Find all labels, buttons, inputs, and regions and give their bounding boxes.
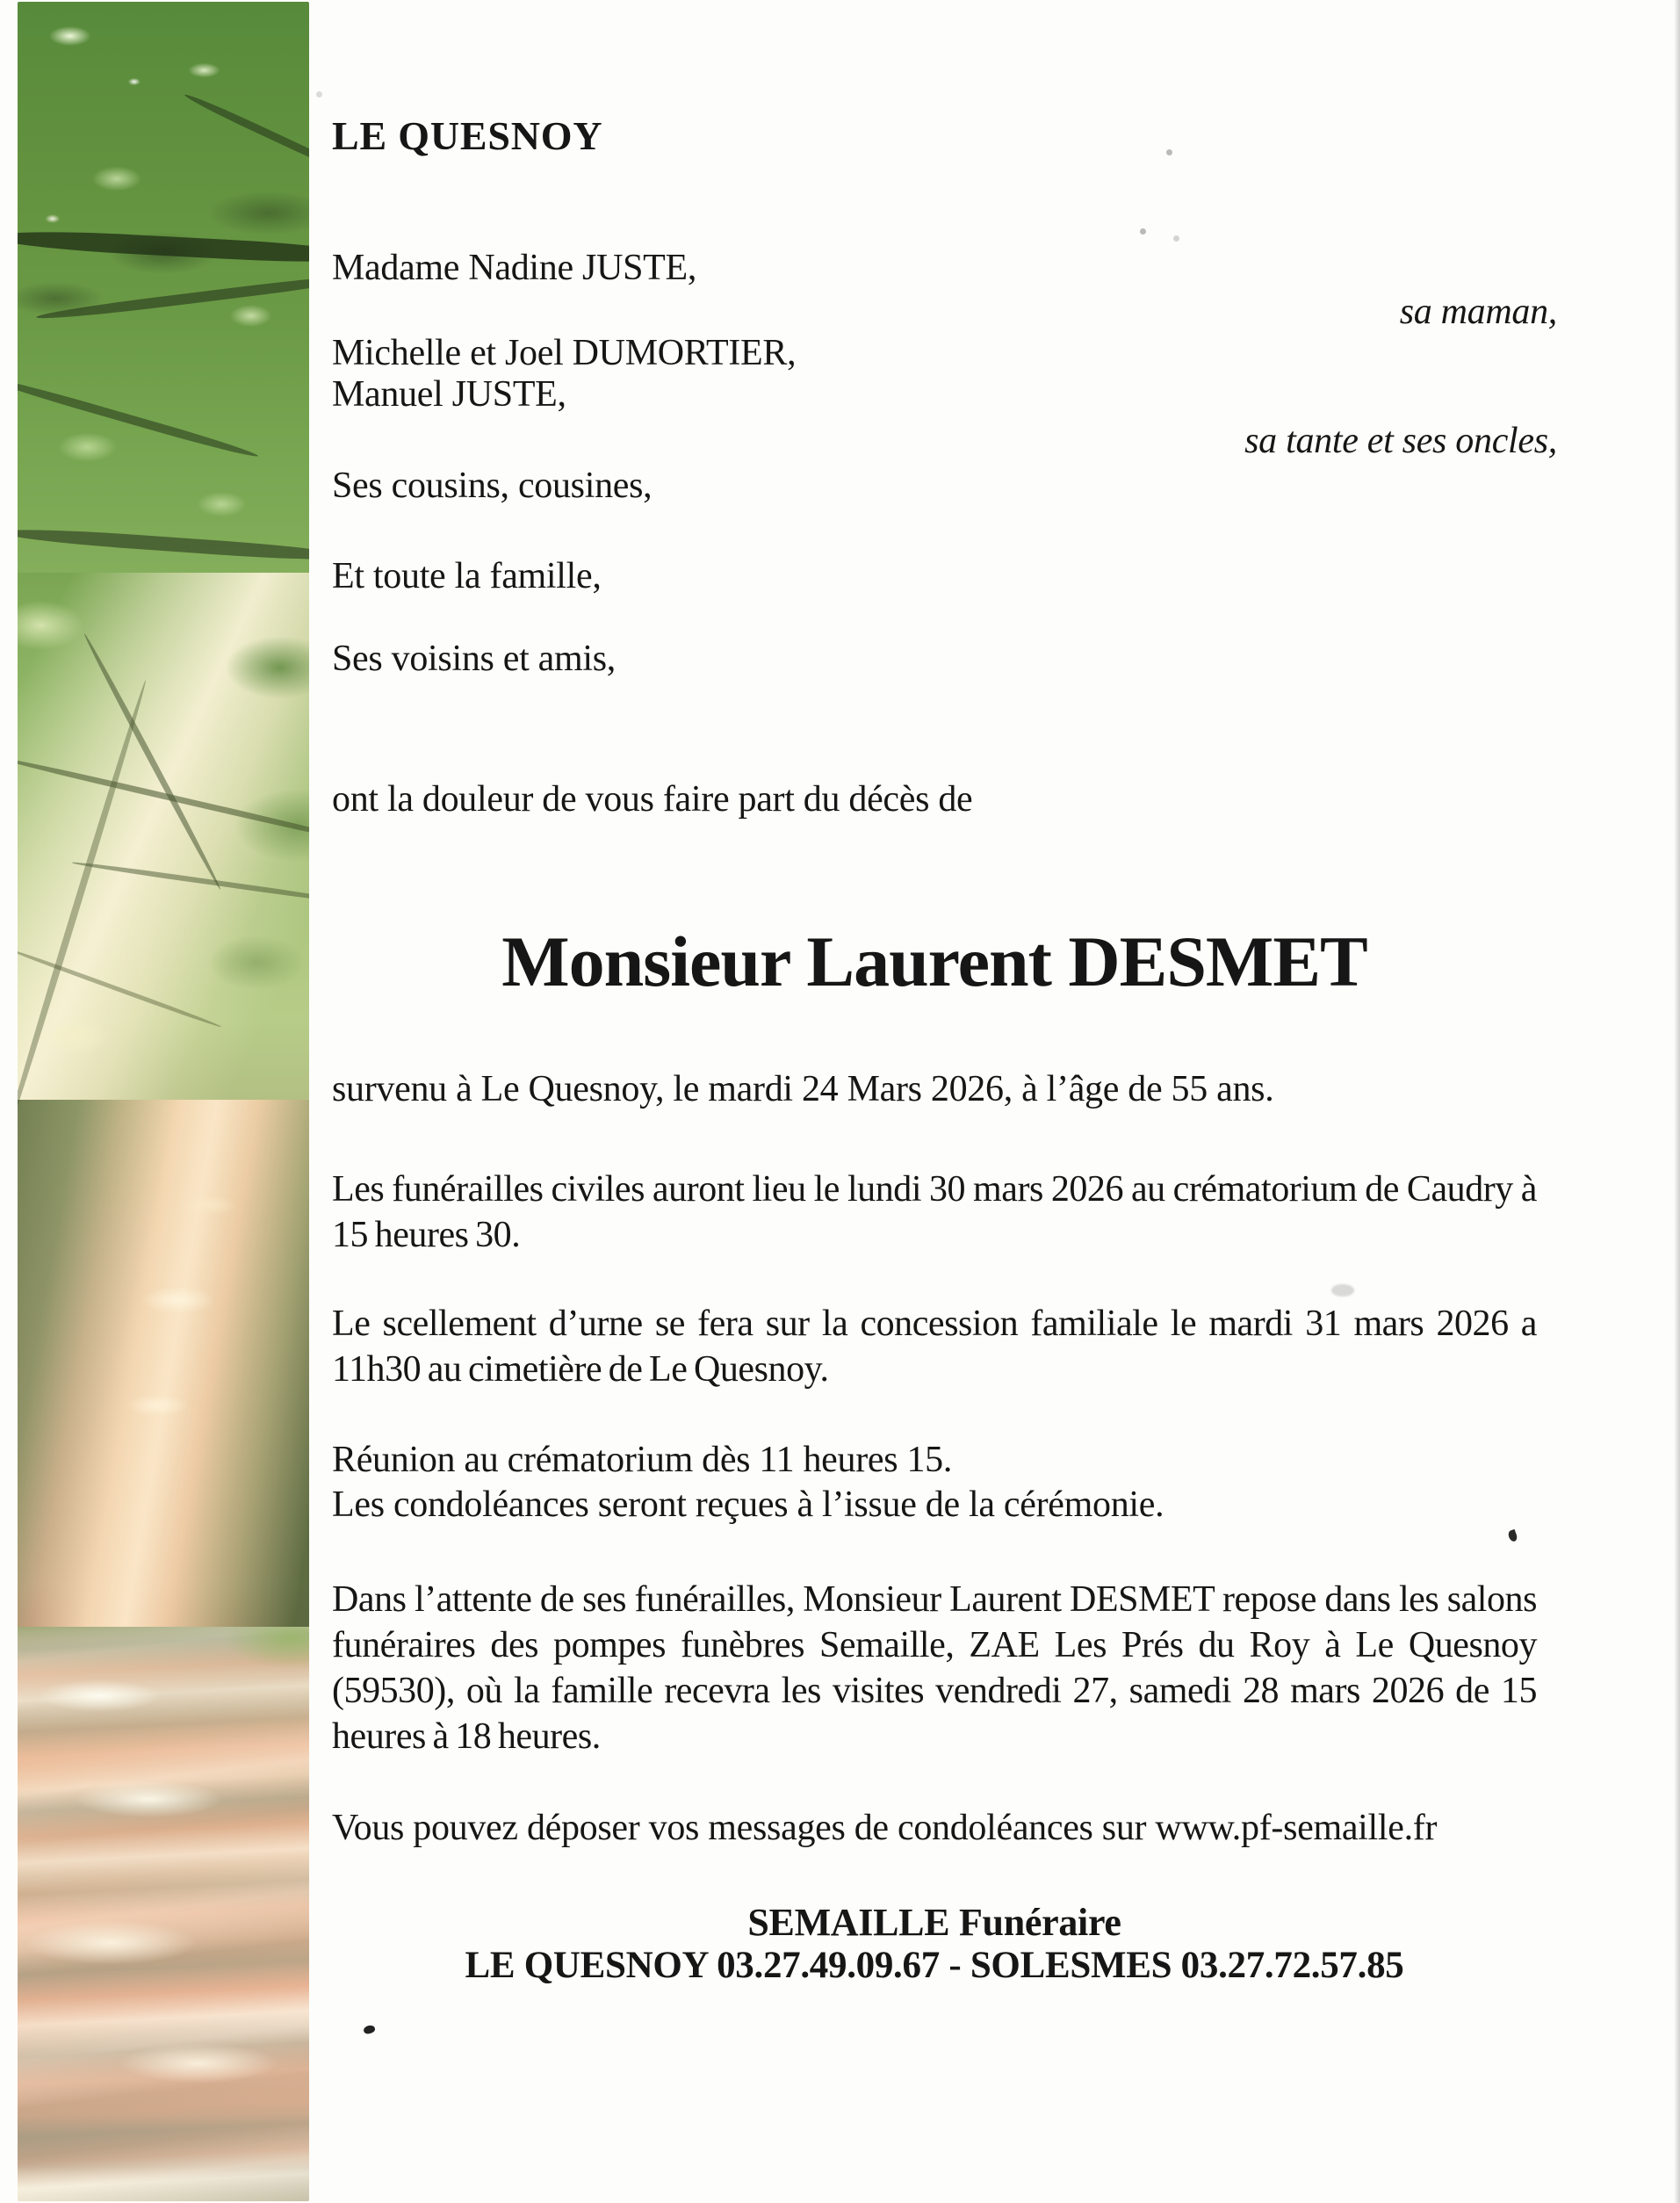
mourner-line-aunt-uncle-1: Michelle et Joel DUMORTIER, xyxy=(332,333,797,373)
mourner-line-cousins: Ses cousins, cousines, xyxy=(332,466,653,506)
scan-artifact-speck xyxy=(1166,149,1172,155)
funeral-home-name: SEMAILLE Funéraire xyxy=(747,1901,1121,1944)
online-messages-line: Vous pouvez déposer vos messages de condoléances sur www.pf-semaille.fr xyxy=(332,1808,1438,1848)
ceremony-info-block xyxy=(332,1438,1164,1528)
photo-path-section xyxy=(18,1627,309,2201)
scan-artifact-comma xyxy=(1507,1529,1518,1542)
forest-path-photo xyxy=(18,2,309,2201)
mourner-line-mother: Madame Nadine JUSTE, xyxy=(332,248,697,288)
photo-sunray-section xyxy=(18,573,309,1100)
scan-artifact-dot xyxy=(363,2024,376,2034)
relation-label-mother: sa maman, xyxy=(1399,292,1557,332)
urn-sealing-paragraph: Le scellement d’urne se fera sur la concession familiale le mardi 31 mars 2026 a 11h30 au cimetière de Le Quesnoy. xyxy=(332,1304,1537,1390)
announcement-intro: ont la douleur de vous faire part du décès de xyxy=(332,779,973,820)
relation-label-aunt-uncles: sa tante et ses oncles, xyxy=(1244,421,1557,461)
mourner-line-family: Et toute la famille, xyxy=(332,556,602,596)
mourner-line-neighbors: Ses voisins et amis, xyxy=(332,639,616,679)
scan-artifact-speck xyxy=(1140,228,1146,235)
mourner-line-aunt-uncle-2: Manuel JUSTE, xyxy=(332,374,566,415)
deceased-name-title: Monsieur Laurent DESMET xyxy=(501,921,1367,1001)
condolences-line: Les condoléances seront reçues à l’issue de la cérémonie. xyxy=(332,1484,1164,1526)
death-details-line: survenu à Le Quesnoy, le mardi 24 Mars 2026, à l’âge de 55 ans. xyxy=(332,1069,1274,1109)
city-heading: LE QUESNOY xyxy=(332,113,603,158)
scan-artifact-smudge xyxy=(1331,1284,1354,1297)
repose-paragraph: Dans l’attente de ses funérailles, Monsieur Laurent DESMET repose dans les salons funéraires des pompes funèbres Semaille, ZAE Les Prés du Roy à Le Quesnoy (59530), où la famille recevra les visites vendredi 27, samedi 28 mars 2026 de 15 heures à 18 heures. xyxy=(332,1579,1537,1758)
scanner-edge-shadow xyxy=(1674,0,1680,2203)
funeral-home-contacts: LE QUESNOY 03.27.49.09.67 - SOLESMES 03.27.72.57.85 xyxy=(465,1945,1404,1986)
meeting-line: Réunion au crématorium dès 11 heures 15. xyxy=(332,1440,953,1480)
photo-lightbeam-section xyxy=(18,1100,309,1627)
funeral-paragraph: Les funérailles civiles auront lieu le lundi 30 mars 2026 au crématorium de Caudry à 15 heures 30. xyxy=(332,1169,1537,1256)
scan-artifact-speck xyxy=(1173,235,1179,242)
scan-artifact-speck xyxy=(316,91,322,98)
